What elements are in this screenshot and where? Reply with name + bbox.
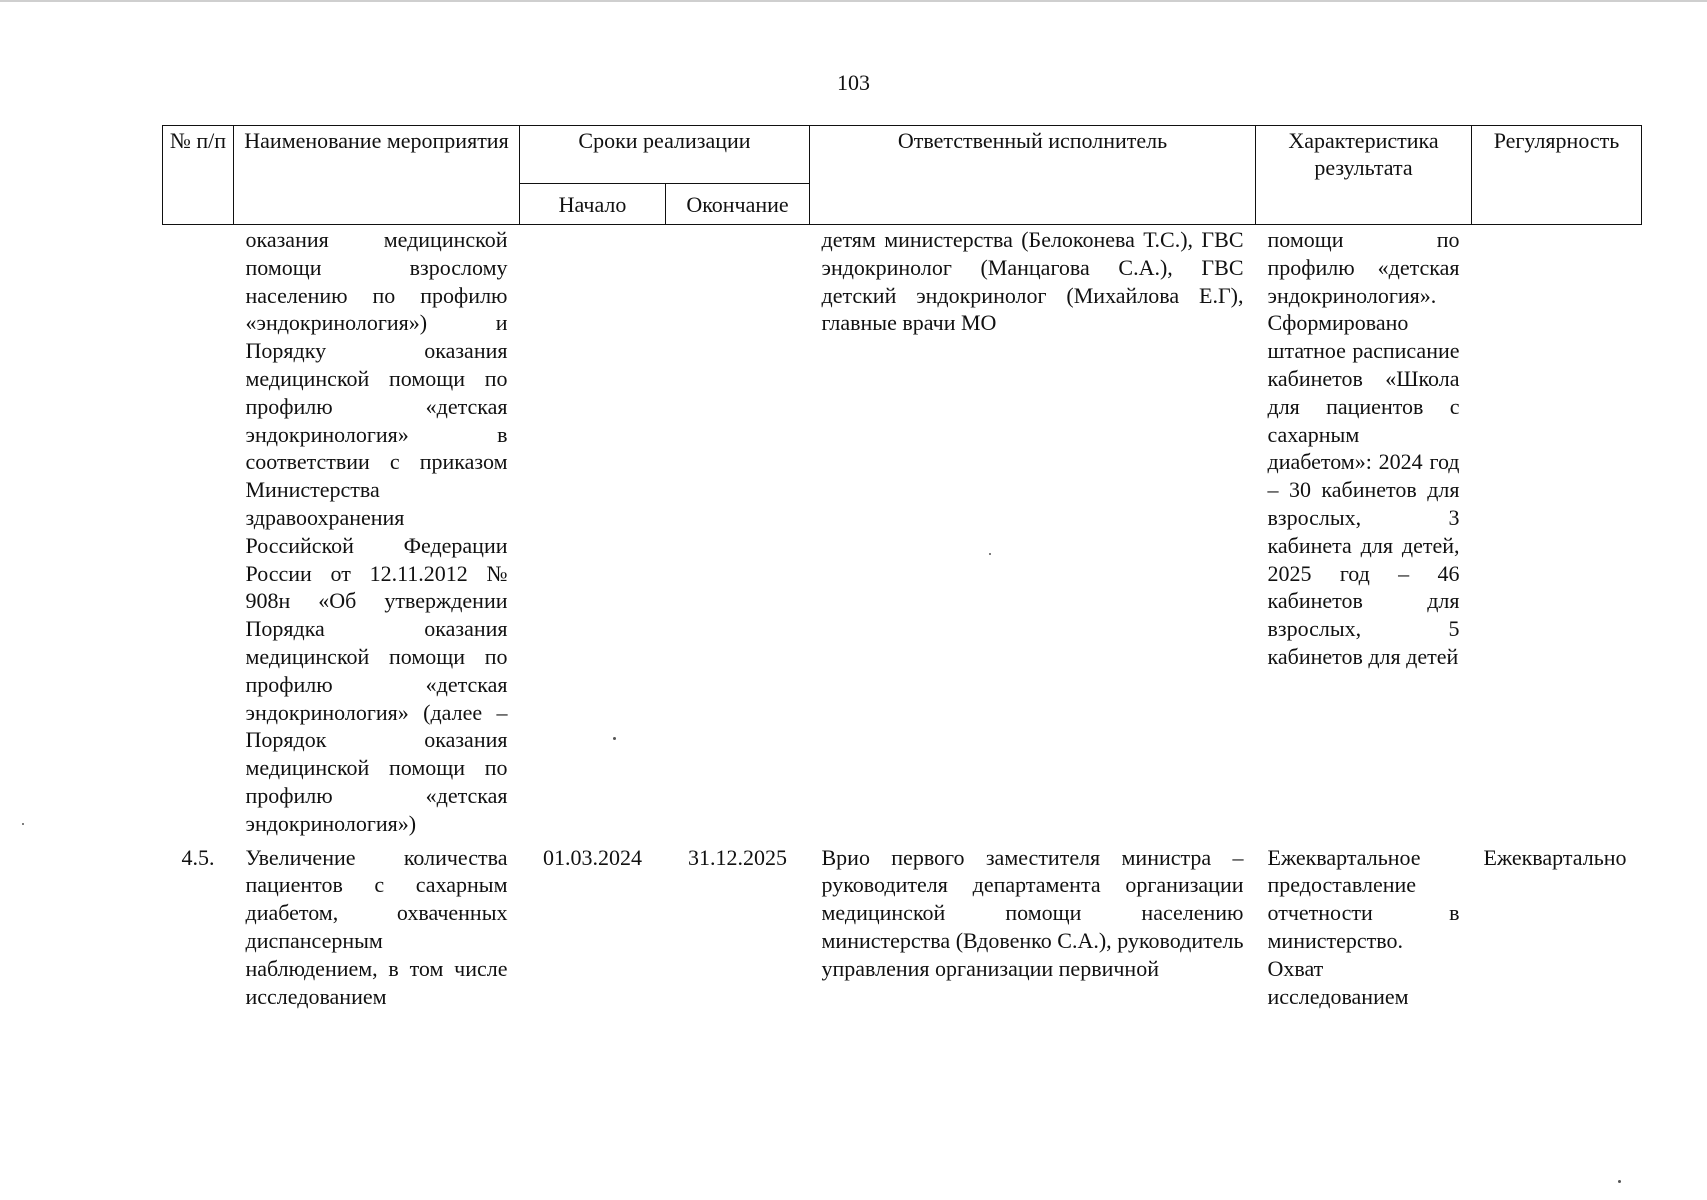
header-responsible: Ответственный исполнитель xyxy=(810,126,1256,225)
row-regularity xyxy=(1472,225,1642,844)
scan-speck xyxy=(1618,1180,1621,1183)
header-start: Начало xyxy=(520,184,666,225)
header-terms: Сроки реализации xyxy=(520,126,810,184)
row-start: 01.03.2024 xyxy=(543,844,642,870)
header-name: Наименование мероприятия xyxy=(234,126,520,225)
row-regularity: Ежеквартально xyxy=(1483,844,1627,870)
row-start xyxy=(520,225,666,844)
row-name: Увеличение количества пациентов с сахарным диабетом, охваченных диспансерным наблюдением, в том числе исследованием xyxy=(245,844,508,1009)
row-responsible: детям министерства (Белоконева Т.С.), ГВС эндокринолог (Манцагова С.А.), ГВС детский эндокринолог (Михайлова Е.Г), главные врачи МО xyxy=(821,227,1244,336)
row-responsible: Врио первого заместителя министра – руководителя департамента организации медицинской помощи населению министерства (Вдовенко С.А.), руководитель управления организации первичной xyxy=(821,844,1244,981)
header-end: Окончание xyxy=(666,184,810,225)
table-row xyxy=(163,225,1642,844)
row-result: Ежеквартальное предоставление отчетности в министерство. Охват исследованием xyxy=(1267,844,1460,1009)
scan-edge xyxy=(0,0,1707,2)
row-end: 31.12.2025 xyxy=(688,844,787,870)
header-num: № п/п xyxy=(163,126,234,225)
row-end xyxy=(666,225,810,844)
table-row xyxy=(163,844,1642,1011)
header-regularity: Регулярность xyxy=(1472,126,1642,225)
row-num xyxy=(163,225,234,844)
scan-speck xyxy=(22,823,24,825)
scan-speck xyxy=(989,553,991,555)
scan-speck xyxy=(613,737,616,740)
row-name: оказания медицинской помощи взрослому населению по профилю «эндокринология») и Порядку оказания медицинской помощи по профилю «детская эндокринология» в соответствии с приказом Министерства здравоохранения Российской Федерации России от 12.11.2012 № 908н «Об утверждении Порядка оказания медицинской помощи по профилю «детская эндокринология» (далее – Порядок оказания медицинской помощи по профилю «детская эндокринология») xyxy=(245,227,508,836)
measures-table xyxy=(162,125,1642,1010)
row-result: помощи по профилю «детская эндокринология». Сформировано штатное расписание кабинетов «Школа для пациентов с сахарным диабетом»: 2024 год – 30 кабинетов для взрослых, 3 кабинета для детей, 2025 год – 46 кабинетов для взрослых, 5 кабинетов для детей xyxy=(1267,227,1460,669)
table-header xyxy=(163,126,1642,225)
row-num: 4.5. xyxy=(181,844,215,870)
page-number: 103 xyxy=(837,70,870,95)
header-result: Характеристика результата xyxy=(1256,126,1472,225)
